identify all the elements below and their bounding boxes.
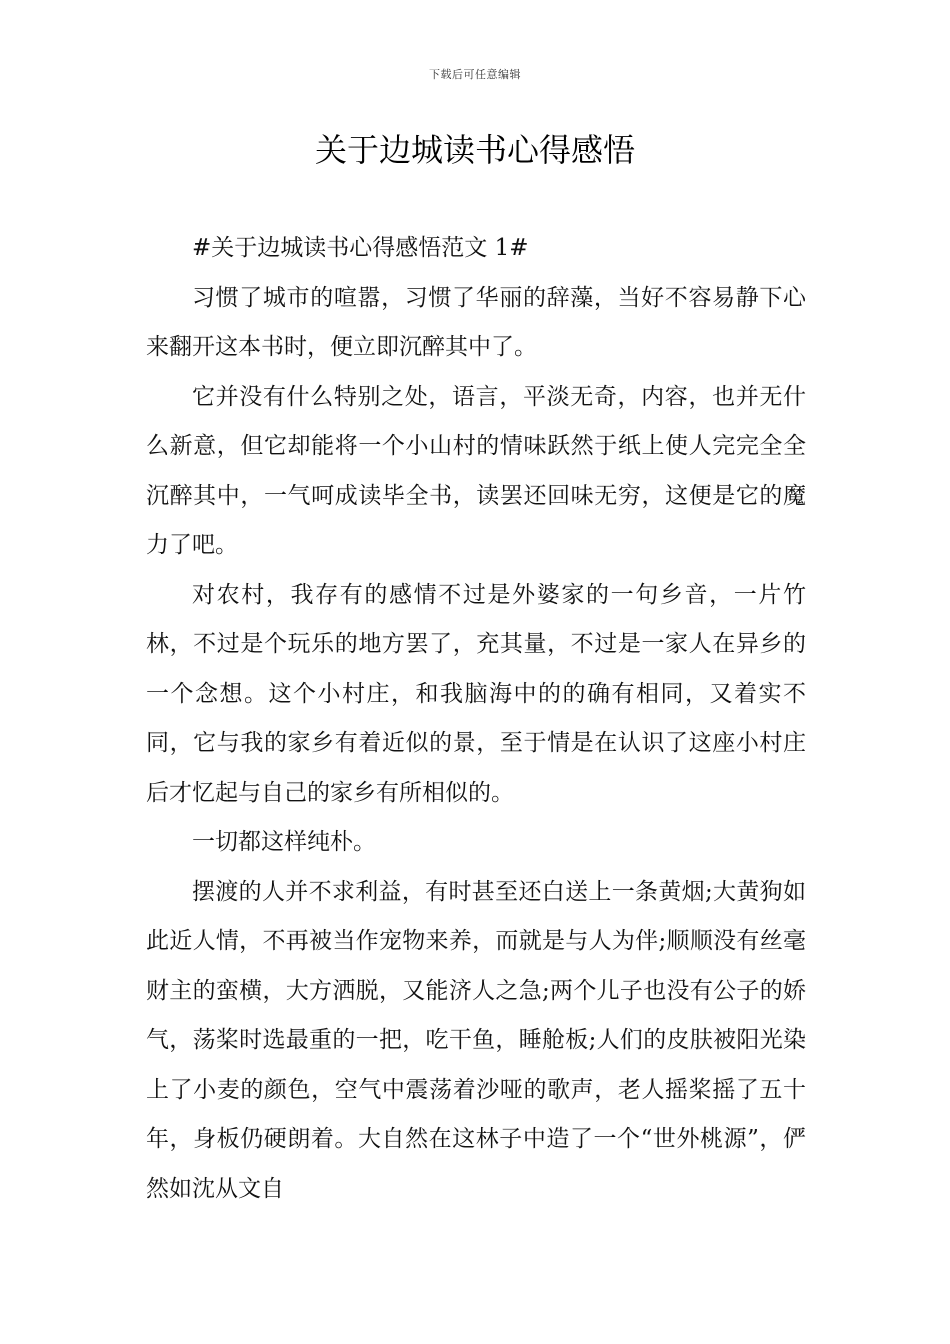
document-title: 关于边城读书心得感悟 xyxy=(314,131,635,169)
paragraph: 习惯了城市的喧嚣，习惯了华丽的辞藻，当好不容易静下心来翻开这本书时，便立即沉醉其中了。 xyxy=(146,284,806,360)
paragraph: 一切都这样纯朴。 xyxy=(192,829,376,855)
section-heading: #关于边城读书心得感悟范文 1# xyxy=(192,235,529,261)
header-note: 下载后可任意编辑 xyxy=(429,68,521,81)
paragraph: 摆渡的人并不求利益，有时甚至还白送上一条黄烟;大黄狗如此近人情，不再被当作宠物来养，而就是与人为伴;顺顺没有丝毫财主的蛮横，大方洒脱，又能济人之急;两个儿子也没有公子的娇气，荡桨时选最重的一把，吃干鱼，睡舱板;人们的皮肤被阳光染上了小麦的颜色，空气中震荡着沙哑的歌声，老人摇桨摇了五十年，身板仍硬朗着。大自然在这林子中造了一个“世外桃源”，俨然如沈从文自 xyxy=(146,878,806,1202)
document-body xyxy=(146,224,806,1214)
paragraph: 它并没有什么特别之处，语言，平淡无奇，内容，也并无什么新意，但它却能将一个小山村的情味跃然于纸上使人完完全全沉醉其中，一气呵成读毕全书，读罢还回味无穷，这便是它的魔力了吧。 xyxy=(146,383,806,558)
paragraph: 对农村，我存有的感情不过是外婆家的一句乡音，一片竹林，不过是个玩乐的地方罢了，充其量，不过是一家人在异乡的一个念想。这个小村庄，和我脑海中的的确有相同，又着实不同，它与我的家乡有着近似的景，至于情是在认识了这座小村庄后才忆起与自己的家乡有所相似的。 xyxy=(146,581,806,806)
